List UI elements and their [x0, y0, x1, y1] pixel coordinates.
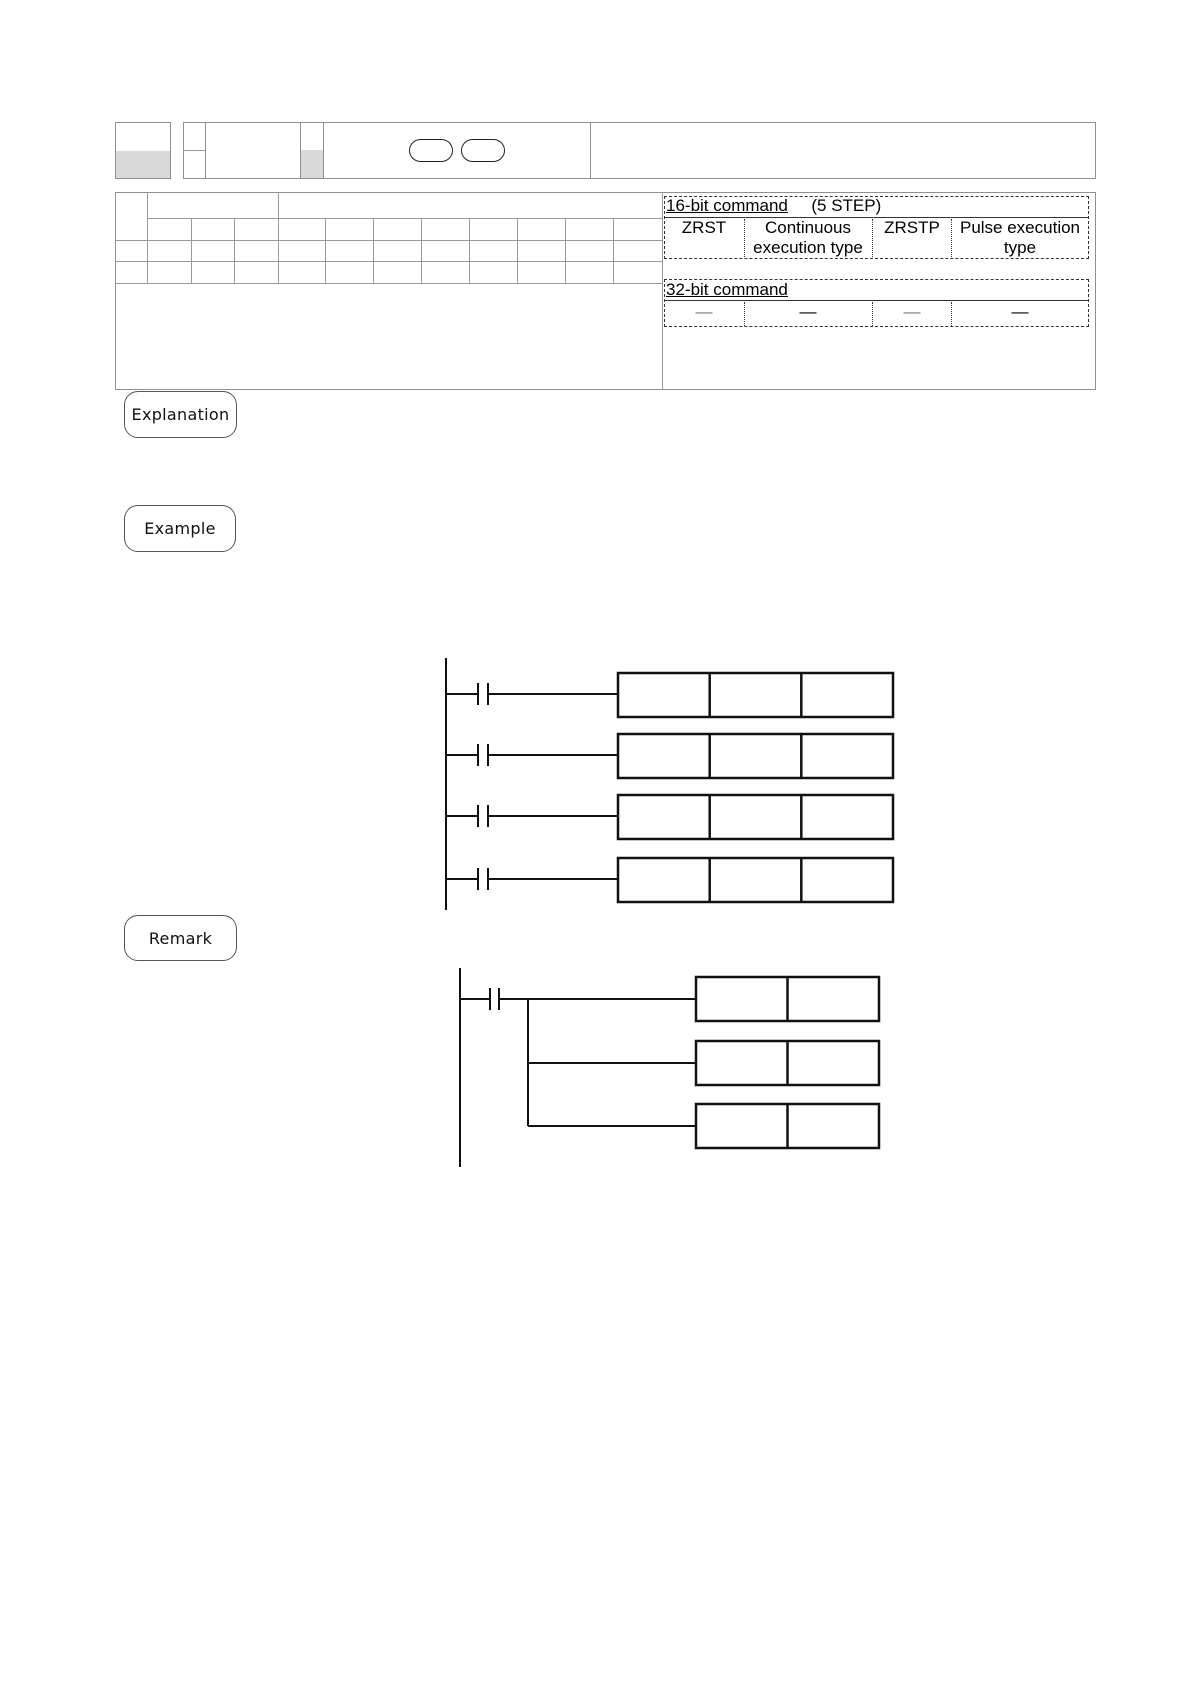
cmd16-pulse-type: Pulse execution type [959, 218, 1081, 257]
example-rung-4 [446, 858, 893, 902]
cmd32-mark-2: — [799, 302, 817, 321]
cmd16-pulse-mnemonic: ZRSTP [884, 218, 940, 237]
example-rung-1-output-box [618, 673, 893, 717]
example-rung-2 [446, 734, 893, 778]
cmd16-mnemonic: ZRST [681, 218, 727, 237]
explanation-button[interactable]: Explanation [124, 391, 237, 438]
remark-button[interactable]: Remark [124, 915, 237, 961]
remark-ladder-diagram [460, 968, 879, 1167]
cmd16-continuous-type: Continuous execution type [753, 218, 863, 257]
example-button[interactable]: Example [124, 505, 236, 552]
example-rung-4-output-box [618, 858, 893, 902]
example-rung-3 [446, 795, 893, 839]
example-rung-1 [446, 673, 893, 717]
cmd32-title: 32-bit command [666, 280, 788, 299]
cmd16-steps: (5 STEP) [811, 196, 882, 215]
cmd32-mark-3: — [903, 302, 921, 321]
cmd32-mark-1: — [695, 302, 713, 321]
cmd16-title: 16-bit command (5 STEP) [666, 196, 882, 215]
example-rung-2-output-box [618, 734, 893, 778]
cmd32-mark-4: — [1011, 302, 1029, 321]
example-rung-3-output-box [618, 795, 893, 839]
